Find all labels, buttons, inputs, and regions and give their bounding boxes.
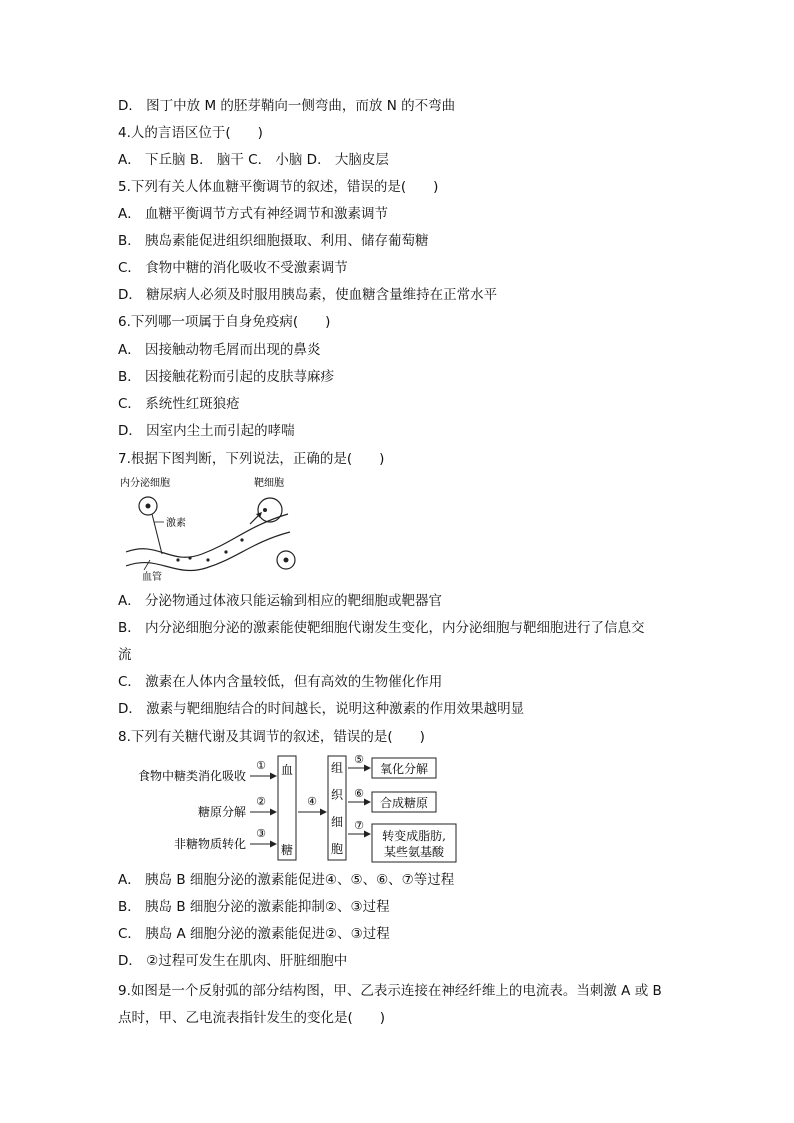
q3-option-d: D． 图丁中放 M 的胚芽鞘向一侧弯曲，而放 N 的不弯曲	[118, 98, 456, 114]
step-5: ⑤	[354, 753, 364, 766]
tissue-label-2: 织	[330, 788, 344, 802]
q6-option-a: A． 因接触动物毛屑而出现的鼻炎	[118, 342, 321, 358]
out-conversion-2: 某些氨基酸	[383, 845, 445, 859]
fig7-vessel-label: 血管	[142, 572, 162, 583]
out-conversion-1: 转变成脂肪,	[382, 829, 446, 843]
step-7: ⑦	[354, 819, 364, 832]
hormone-path	[152, 514, 162, 554]
q8-figure	[118, 752, 463, 864]
q6-option-c: C． 系统性红斑狼疮	[118, 396, 240, 412]
step-6: ⑥	[354, 787, 364, 800]
src-non-sugar: 非糖物质转化	[173, 837, 246, 851]
q7-option-c: C． 激素在人体内含量较低，但有高效的生物催化作用	[118, 674, 443, 690]
blood-label-1: 血	[280, 763, 294, 777]
q5-option-b: B． 胰岛素能促进组织细胞摄取、利用、储存葡萄糖	[118, 233, 429, 249]
out-glycogen: 合成糖原	[379, 796, 429, 810]
q5-stem: 5.下列有关人体血糖平衡调节的叙述，错误的是( )	[118, 179, 439, 195]
fig7-hormone-label: 激素	[166, 518, 186, 529]
step-4: ④	[307, 795, 317, 808]
out-oxidation: 氧化分解	[379, 762, 429, 776]
fig7-endocrine-label: 内分泌细胞	[120, 478, 170, 489]
q4-options: A． 下丘脑 B． 脑干 C． 小脑 D． 大脑皮层	[118, 152, 389, 168]
step-2: ②	[256, 795, 266, 808]
other-cell-nucleus	[284, 558, 289, 563]
endocrine-cell-nucleus	[146, 504, 151, 509]
src-digestion: 食物中糖类消化吸收	[137, 769, 246, 783]
q8-option-d: D． ②过程可发生在肌肉、肝脏细胞中	[118, 953, 348, 969]
q7-figure	[118, 474, 298, 586]
q7-option-b: B． 内分泌细胞分泌的激素能使靶细胞代谢发生变化，内分泌细胞与靶细胞进行了信息交	[118, 620, 645, 636]
step-3: ③	[256, 827, 266, 840]
q8-stem: 8.下列有关糖代谢及其调节的叙述，错误的是( )	[118, 729, 425, 745]
vessel-pointer	[144, 560, 150, 570]
q7-option-b-cont: 流	[118, 647, 132, 663]
q8-option-c: C． 胰岛 A 细胞分泌的激素能促进②、③过程	[118, 926, 390, 942]
tissue-label-3: 细	[330, 815, 344, 829]
q5-option-a: A． 血糖平衡调节方式有神经调节和激素调节	[118, 206, 389, 222]
q6-stem: 6.下列哪一项属于自身免疫病( )	[118, 314, 331, 330]
blood-label-2: 糖	[280, 843, 294, 857]
tissue-label-4: 胞	[330, 842, 344, 856]
q8-option-b: B． 胰岛 B 细胞分泌的激素能抑制②、③过程	[118, 899, 390, 915]
q6-option-b: B． 因接触花粉而引起的皮肤荨麻疹	[118, 369, 335, 385]
fig7-target-label: 靶细胞	[254, 478, 284, 489]
q4-stem: 4.人的言语区位于( )	[118, 125, 263, 141]
q7-option-d: D． 激素与靶细胞结合的时间越长，说明这种激素的作用效果越明显	[118, 701, 525, 717]
q5-option-c: C． 食物中糖的消化吸收不受激素调节	[118, 260, 348, 276]
q7-option-a: A． 分泌物通过体液只能运输到相应的靶细胞或靶器官	[118, 593, 443, 609]
target-cell-nucleus	[263, 508, 267, 512]
q8-option-a: A． 胰岛 B 细胞分泌的激素能促进④、⑤、⑥、⑦等过程	[118, 872, 455, 888]
q5-option-d: D． 糖尿病人必须及时服用胰岛素，使血糖含量维持在正常水平	[118, 287, 498, 303]
step-1: ①	[256, 759, 266, 772]
q9-stem: 9.如图是一个反射弧的部分结构图，甲、乙表示连接在神经纤维上的电流表。当刺激 A 或 B 点时，甲、乙电流表指针发生的变化是( )	[118, 983, 662, 1026]
q7-stem: 7.根据下图判断，下列说法，正确的是( )	[118, 451, 385, 467]
tissue-label-1: 组	[330, 761, 344, 775]
target-cell	[258, 498, 282, 522]
q6-option-d: D． 因室内尘土而引起的哮喘	[118, 423, 295, 439]
src-glycogenolysis: 糖原分解	[197, 805, 246, 819]
